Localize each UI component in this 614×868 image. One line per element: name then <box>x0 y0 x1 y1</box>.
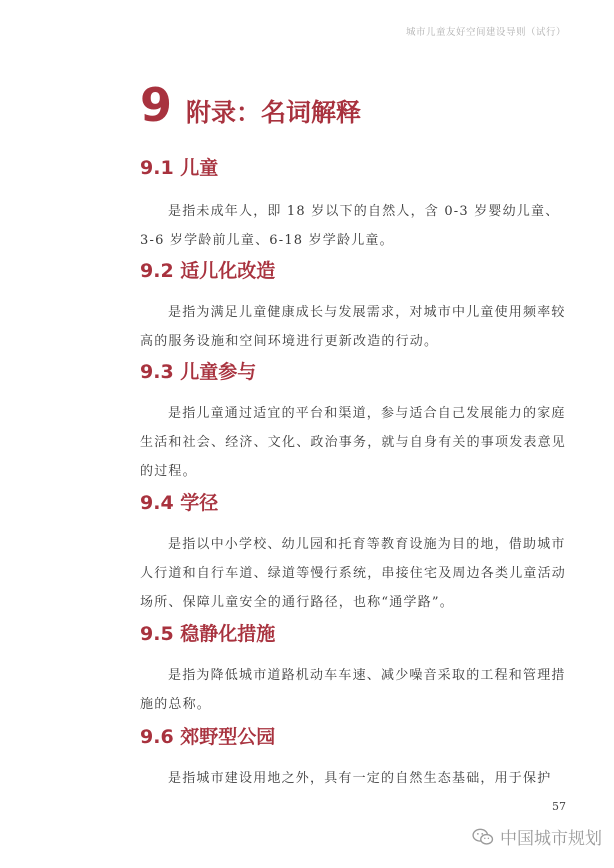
watermark-text: 中国城市规划 <box>500 829 602 849</box>
section-heading: 9.5 稳静化措施 <box>140 623 276 645</box>
section-heading: 9.6 郊野型公园 <box>140 726 276 748</box>
running-header: 城市儿童友好空间建设导则（试行） <box>405 27 566 38</box>
section-heading: 9.1 儿童 <box>140 157 219 179</box>
section-heading: 9.3 儿童参与 <box>140 361 257 383</box>
section-9-6 <box>140 724 570 793</box>
section-body: 是指以中小学校、幼儿园和托育等教育设施为目的地，借助城市人行道和自行车道、绿道等慢行系统，串接住宅及周边各类儿童活动场所、保障儿童安全的通行路径，也称“通学路”。 <box>140 537 567 610</box>
section-heading: 9.4 学径 <box>140 492 219 514</box>
section-9-2 <box>140 258 570 356</box>
section-9-5 <box>140 621 570 719</box>
section-heading: 9.2 适儿化改造 <box>140 260 276 282</box>
chapter-title: 附录：名词解释 <box>186 98 362 127</box>
wechat-icon <box>472 828 494 846</box>
section-9-3 <box>140 359 570 486</box>
section-9-4 <box>140 490 570 617</box>
section-body: 是指为满足儿童健康成长与发展需求，对城市中儿童使用频率较高的服务设施和空间环境进行更新改造的行动。 <box>140 305 566 349</box>
section-9-1 <box>140 155 570 255</box>
section-body: 是指为降低城市道路机动车车速、减少噪音采取的工程和管理措施的总称。 <box>140 668 566 712</box>
section-body: 是指未成年人，即 18 岁以下的自然人，含 0-3 岁婴幼儿童、3-6 岁学龄前儿童、6-18 岁学龄儿童。 <box>140 204 560 248</box>
chapter-heading <box>140 78 362 132</box>
section-body: 是指城市建设用地之外，具有一定的自然生态基础，用于保护 <box>168 771 552 786</box>
chapter-number: 9 <box>140 78 173 132</box>
page-number: 57 <box>552 800 566 813</box>
watermark <box>472 824 602 849</box>
section-body: 是指儿童通过适宜的平台和渠道，参与适合自己发展能力的家庭生活和社会、经济、文化、政治事务，就与自身有关的事项发表意见的过程。 <box>140 406 567 479</box>
